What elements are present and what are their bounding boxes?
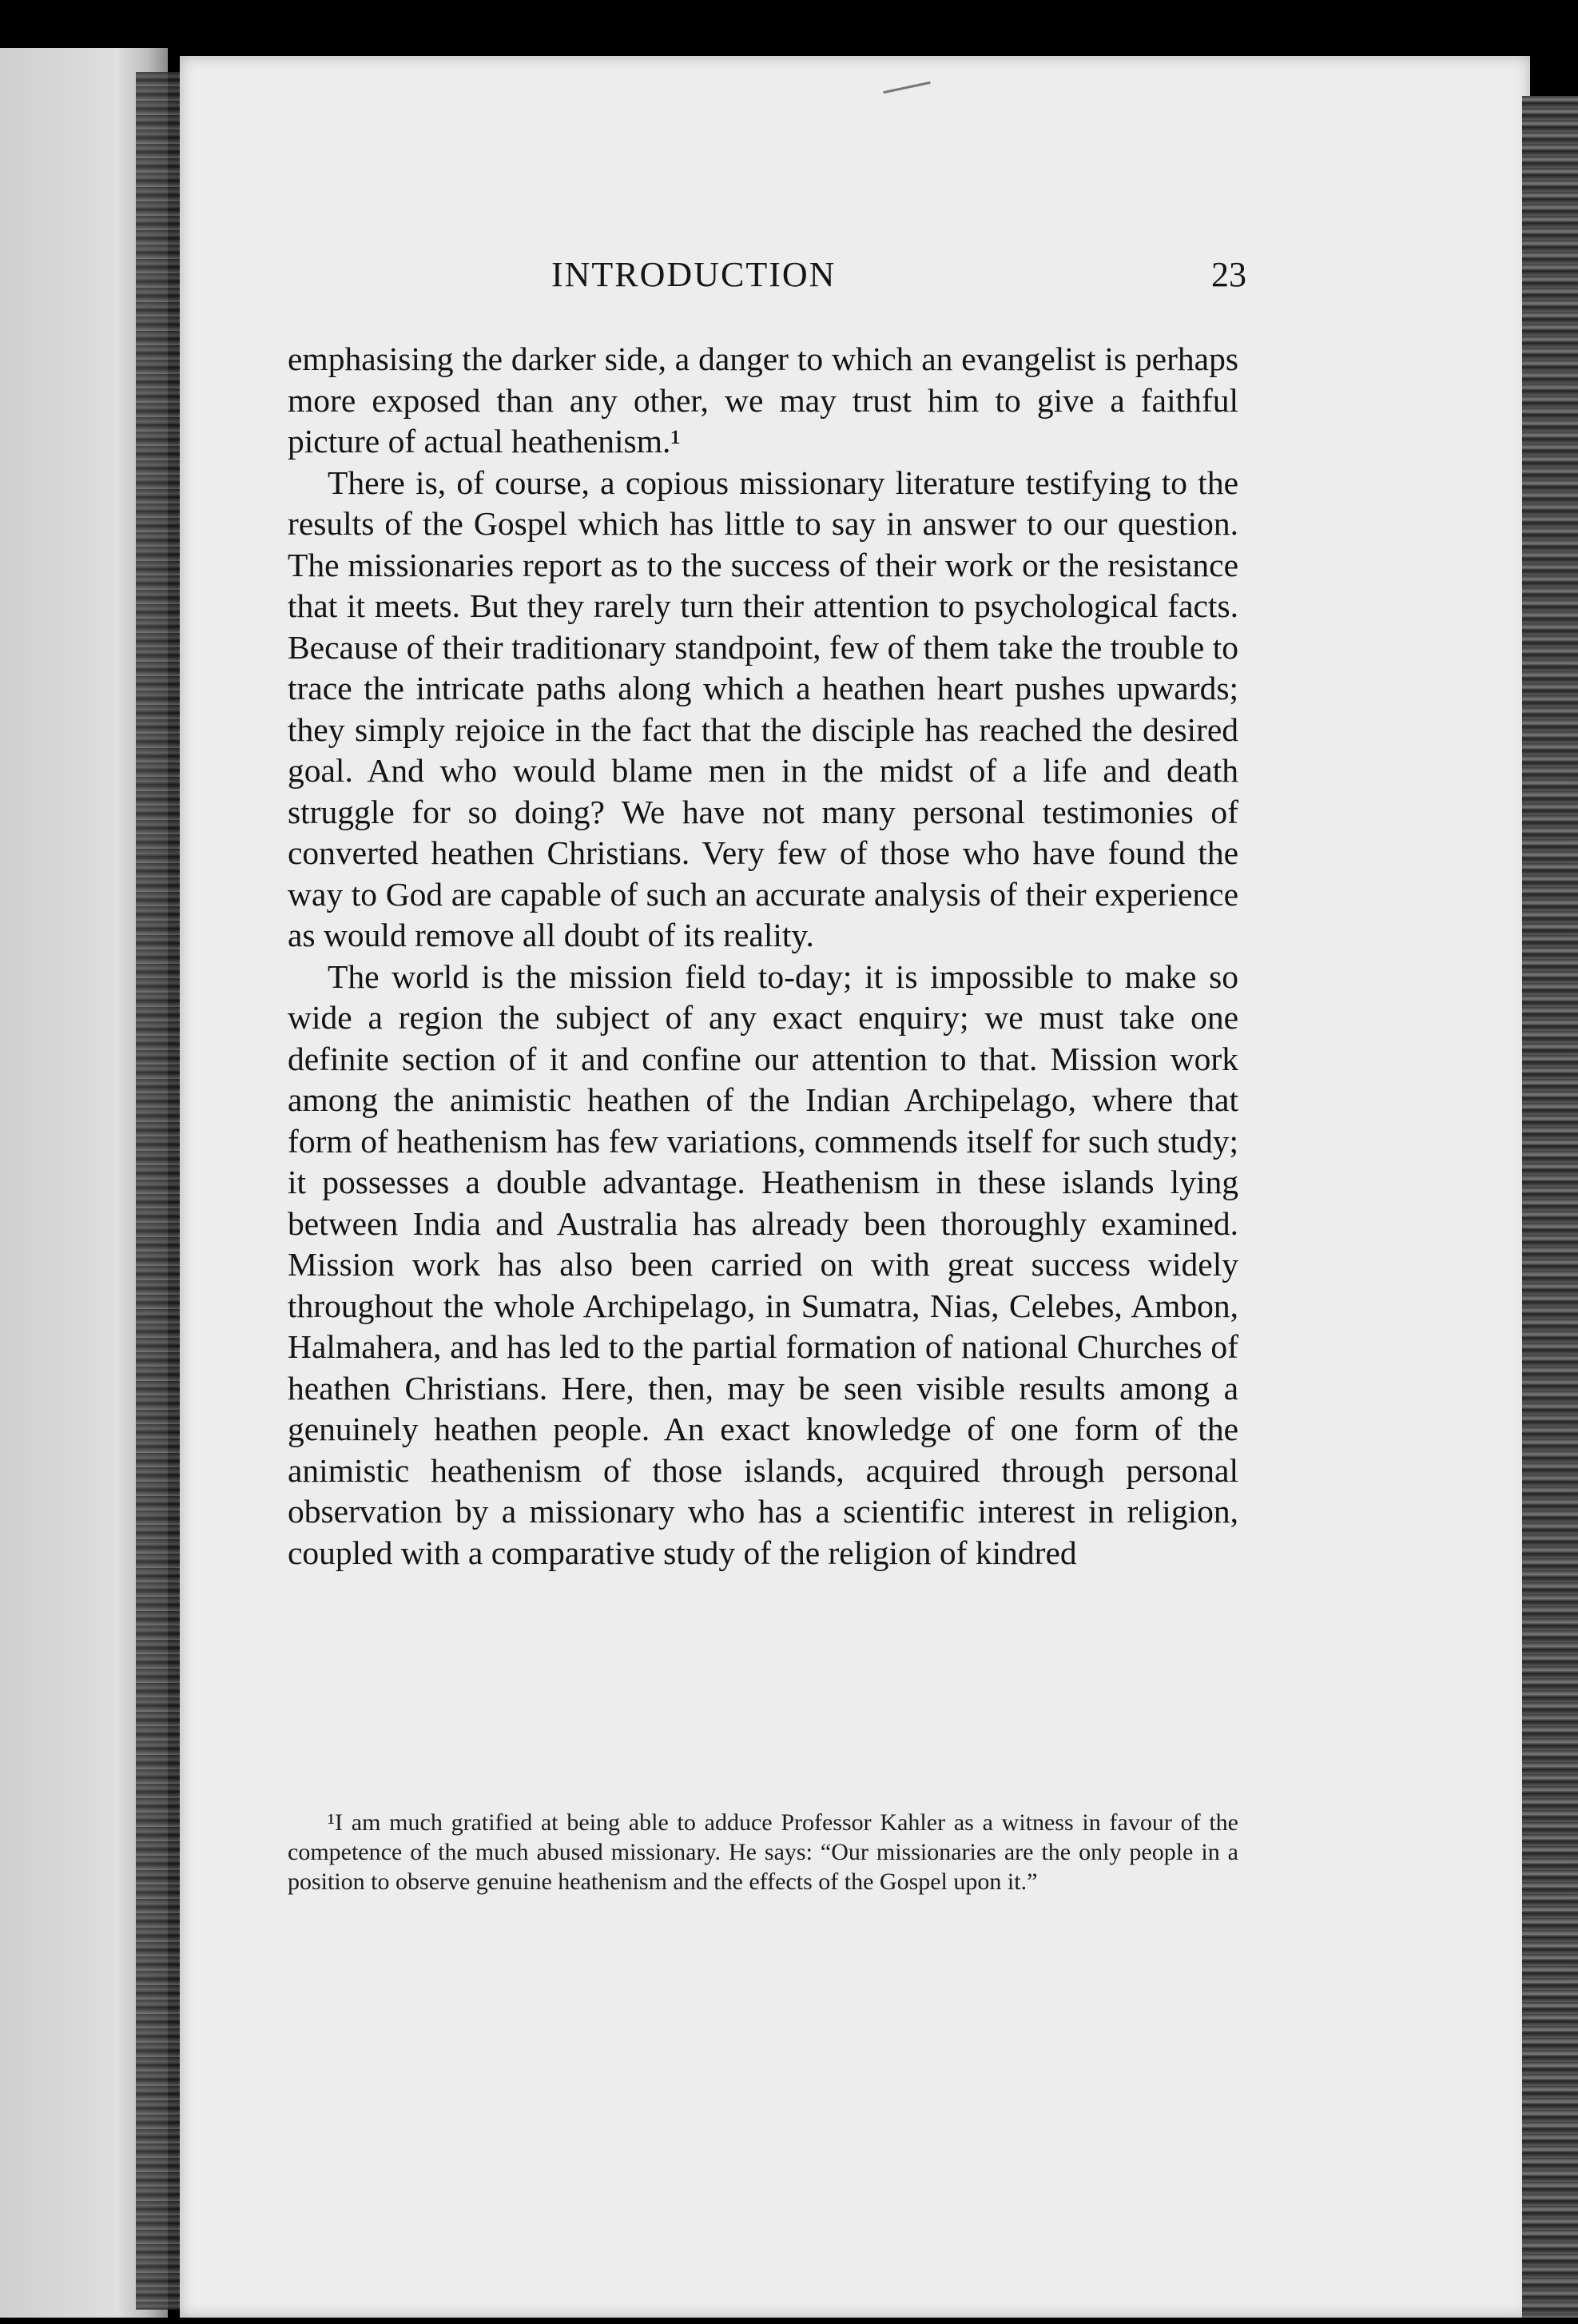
paragraph: emphasising the darker side, a danger to which an evangelist is perhaps more exposed than any other, we may trust him to give a faithful picture of actual heathenism.¹ bbox=[288, 340, 1238, 460]
footnote: ¹I am much gratified at being able to adduce Professor Kahler as a witness in favour of the competence of the much abused missionary. He says: “Our missionaries are the only people in a position to observe genuine heathenism and the effects of the Gospel upon it.” bbox=[288, 1809, 1238, 1895]
running-head: INTRODUCTION bbox=[551, 255, 837, 294]
page-stack-edge bbox=[1522, 96, 1578, 2318]
paragraph: The world is the mission field to-day; it is impossible to make so wide a region the subject of any exact enquiry; we must take one definite section of it and confine our attention to that. Mission work among the animistic heathen of the Indian Archipelago, where that form of heathenism has few variations, commends itself for such study; it possesses a double advantage. Heathenism in these islands lying between India and Australia has already been thoroughly examined. Mission work has also been carried on with great success widely throughout the whole Archipelago, in Sumatra, Nias, Celebes, Ambon, Halmahera, and has led to the partial formation of national Churches of heathen Christians. Here, then, may be seen visible results among a genuinely heathen people. An exact knowledge of one form of the animistic heathenism of those islands, acquired through personal observation by a missionary who has a scientific interest in religion, coupled with a comparative study of the religion of kindred bbox=[288, 957, 1238, 1571]
book-gutter-shadow bbox=[136, 72, 184, 2310]
paragraph: There is, of course, a copious missionary literature testifying to the results of the Gospel which has little to say in answer to our question. The missionaries report as to the success of their work or the resistance that it meets. But they rarely turn their attention to psychological facts. Because of their traditionary standpoint, few of them take the trouble to trace the intricate paths along which a heathen heart pushes upwards; they simply rejoice in the fact that the disciple has reached the desired goal. And who would blame men in the midst of a life and death struggle for so doing? We have not many personal testimonies of converted heathen Christians. Very few of those who have found the way to God are capable of such an accurate analysis of their experience as would remove all doubt of its reality. bbox=[288, 464, 1238, 953]
page-header bbox=[288, 254, 1246, 310]
page-number: 23 bbox=[1211, 255, 1246, 294]
body-text bbox=[288, 339, 1238, 1574]
